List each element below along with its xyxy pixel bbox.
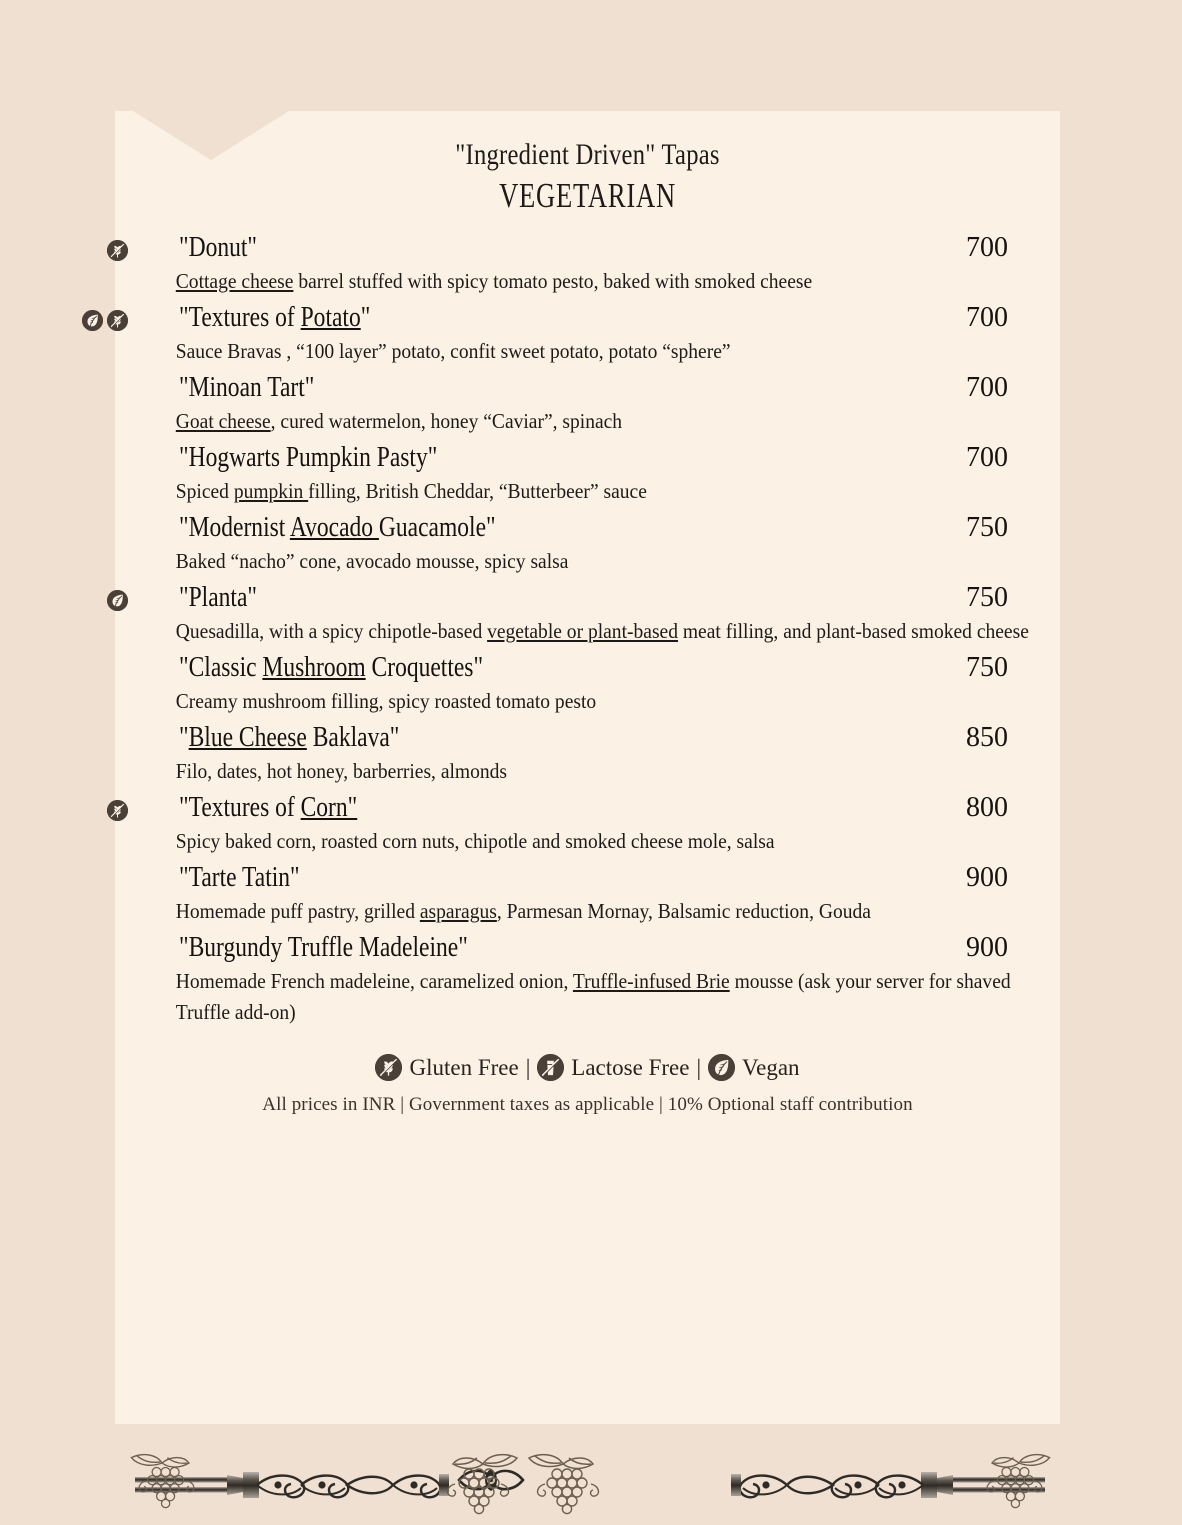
highlighted-ingredient: Mushroom — [262, 651, 366, 683]
menu-item — [133, 230, 1008, 297]
menu-item-header — [133, 860, 1008, 895]
menu-item-description: Creamy mushroom filling, spicy roasted tomato pesto — [175, 688, 597, 713]
highlighted-ingredient: asparagus — [419, 899, 497, 924]
gluten-free-icon — [107, 310, 128, 331]
menu-item-name-cell — [133, 930, 523, 965]
menu-item-description: Homemade French madeleine, caramelized onion, Truffle-infused Brie mousse (ask your server for shaved Truffle add-on) — [175, 969, 1011, 1025]
menu-item-name-cell — [133, 790, 391, 825]
dietary-badges — [107, 240, 133, 261]
highlighted-ingredient: Corn" — [300, 792, 358, 824]
menu-item-header — [133, 580, 1008, 615]
gluten-free-icon — [107, 800, 128, 821]
vegan-leaf-icon — [708, 1054, 735, 1081]
menu-item-header — [133, 440, 1008, 475]
highlighted-ingredient: Cottage cheese — [175, 268, 294, 293]
lactose-free-icon — [537, 1054, 564, 1081]
vegan-leaf-icon — [82, 310, 103, 331]
menu-item-header — [133, 230, 1008, 265]
menu-kicker: "Ingredient Driven" Tapas — [455, 138, 720, 171]
menu-item-list — [115, 230, 1060, 1029]
menu-item-name-cell — [133, 580, 272, 615]
highlighted-ingredient: Potato — [300, 301, 361, 333]
legend-lactose-free-label: Lactose Free — [571, 1054, 690, 1080]
menu-item-name-cell — [133, 370, 340, 405]
highlighted-ingredient: pumpkin — [233, 478, 309, 503]
menu-item — [133, 720, 1008, 787]
highlighted-ingredient: Avocado — [289, 511, 379, 543]
dietary-badges — [107, 800, 133, 821]
dietary-legend — [115, 1054, 1060, 1081]
menu-item-price: 700 — [966, 301, 1008, 333]
highlighted-ingredient: Truffle-infused Brie — [572, 969, 730, 994]
decorative-divider-ornament — [125, 1448, 1055, 1520]
vegan-leaf-icon — [107, 590, 128, 611]
menu-item-name-cell — [133, 440, 487, 475]
menu-item-name: "Minoan Tart" — [179, 371, 315, 403]
menu-item — [133, 370, 1008, 437]
menu-item-price: 700 — [966, 441, 1008, 473]
menu-item-price: 750 — [966, 651, 1008, 683]
menu-item-name: "Burgundy Truffle Madeleine" — [179, 932, 468, 964]
menu-item-name-cell — [133, 720, 441, 755]
menu-item — [133, 790, 1008, 857]
highlighted-ingredient: vegetable or plant-based — [487, 618, 678, 643]
menu-item-description: Filo, dates, hot honey, barberries, almonds — [175, 759, 508, 784]
menu-item-name: "Modernist Avocado Guacamole" — [179, 511, 496, 543]
menu-item-header — [133, 510, 1008, 545]
menu-item-name: "Textures of Corn" — [179, 792, 358, 824]
menu-item-name: "Hogwarts Pumpkin Pasty" — [179, 441, 438, 473]
menu-item-price: 900 — [966, 932, 1008, 964]
menu-item — [133, 510, 1008, 577]
menu-item-price: 750 — [966, 581, 1008, 613]
menu-card — [115, 111, 1060, 1424]
menu-item-name-cell — [133, 230, 272, 265]
menu-item-name: "Classic Mushroom Croquettes" — [179, 651, 484, 683]
menu-item-price: 900 — [966, 862, 1008, 894]
menu-item-name-cell — [133, 650, 541, 685]
menu-item-name: "Donut" — [179, 231, 258, 263]
menu-item — [133, 650, 1008, 717]
menu-item-header — [133, 720, 1008, 755]
menu-item-price: 750 — [966, 511, 1008, 543]
menu-item-description: Spicy baked corn, roasted corn nuts, chipotle and smoked cheese mole, salsa — [175, 829, 775, 854]
menu-item-name: "Textures of Potato" — [179, 301, 371, 333]
dietary-badges — [82, 310, 133, 331]
gluten-free-icon — [107, 240, 128, 261]
legend-separator-2: | — [696, 1054, 702, 1080]
menu-item — [133, 580, 1029, 647]
legend-vegan — [708, 1054, 799, 1081]
legend-vegan-label: Vegan — [742, 1054, 800, 1080]
menu-item-price: 700 — [966, 371, 1008, 403]
menu-item-header — [133, 370, 1008, 405]
menu-item — [133, 930, 1011, 1028]
legend-gluten-free-label: Gluten Free — [409, 1054, 519, 1080]
highlighted-ingredient: Blue Cheese — [188, 722, 307, 754]
menu-item — [133, 300, 1008, 367]
gluten-free-icon — [375, 1054, 402, 1081]
menu-item-description: Spiced pumpkin filling, British Cheddar, “Butterbeer” sauce — [175, 478, 647, 503]
menu-item-description: Baked “nacho” cone, avocado mousse, spicy salsa — [175, 548, 569, 573]
dietary-badges — [107, 590, 133, 611]
menu-item-price: 850 — [966, 722, 1008, 754]
menu-item-name: "Blue Cheese Baklava" — [179, 722, 400, 754]
page-title: VEGETARIAN — [499, 176, 676, 215]
menu-item-header — [133, 650, 1008, 685]
menu-item-price: 700 — [966, 231, 1008, 263]
menu-item-header — [133, 930, 1008, 965]
legend-gluten-free — [375, 1054, 518, 1081]
menu-item-name-cell — [133, 510, 556, 545]
menu-item-price: 800 — [966, 792, 1008, 824]
menu-item-description: Cottage cheese barrel stuffed with spicy tomato pesto, baked with smoked cheese — [175, 268, 813, 293]
menu-item-name-cell — [133, 300, 407, 335]
legend-separator-1: | — [525, 1054, 531, 1080]
menu-item-description: Quesadilla, with a spicy chipotle-based vegetable or plant-based meat filling, and plant-based smoked cheese — [175, 618, 1029, 643]
fine-print: All prices in INR | Government taxes as applicable | 10% Optional staff contribution — [262, 1094, 913, 1116]
menu-item-header — [133, 300, 1008, 335]
menu-item-description: Homemade puff pastry, grilled asparagus, Parmesan Mornay, Balsamic reduction, Gouda — [175, 899, 871, 924]
legend-lactose-free — [537, 1054, 689, 1081]
menu-item-header — [133, 790, 1008, 825]
menu-item-description: Goat cheese, cured watermelon, honey “Caviar”, spinach — [175, 408, 623, 433]
menu-item-description: Sauce Bravas , “100 layer” potato, confit sweet potato, potato “sphere” — [175, 338, 731, 363]
menu-item-name: "Tarte Tatin" — [179, 862, 300, 894]
menu-item-name-cell — [133, 860, 323, 895]
menu-item — [133, 440, 1008, 507]
menu-item — [133, 860, 1008, 927]
highlighted-ingredient: Goat cheese — [175, 408, 271, 433]
menu-item-name: "Planta" — [179, 581, 258, 613]
card-notch — [133, 111, 289, 160]
